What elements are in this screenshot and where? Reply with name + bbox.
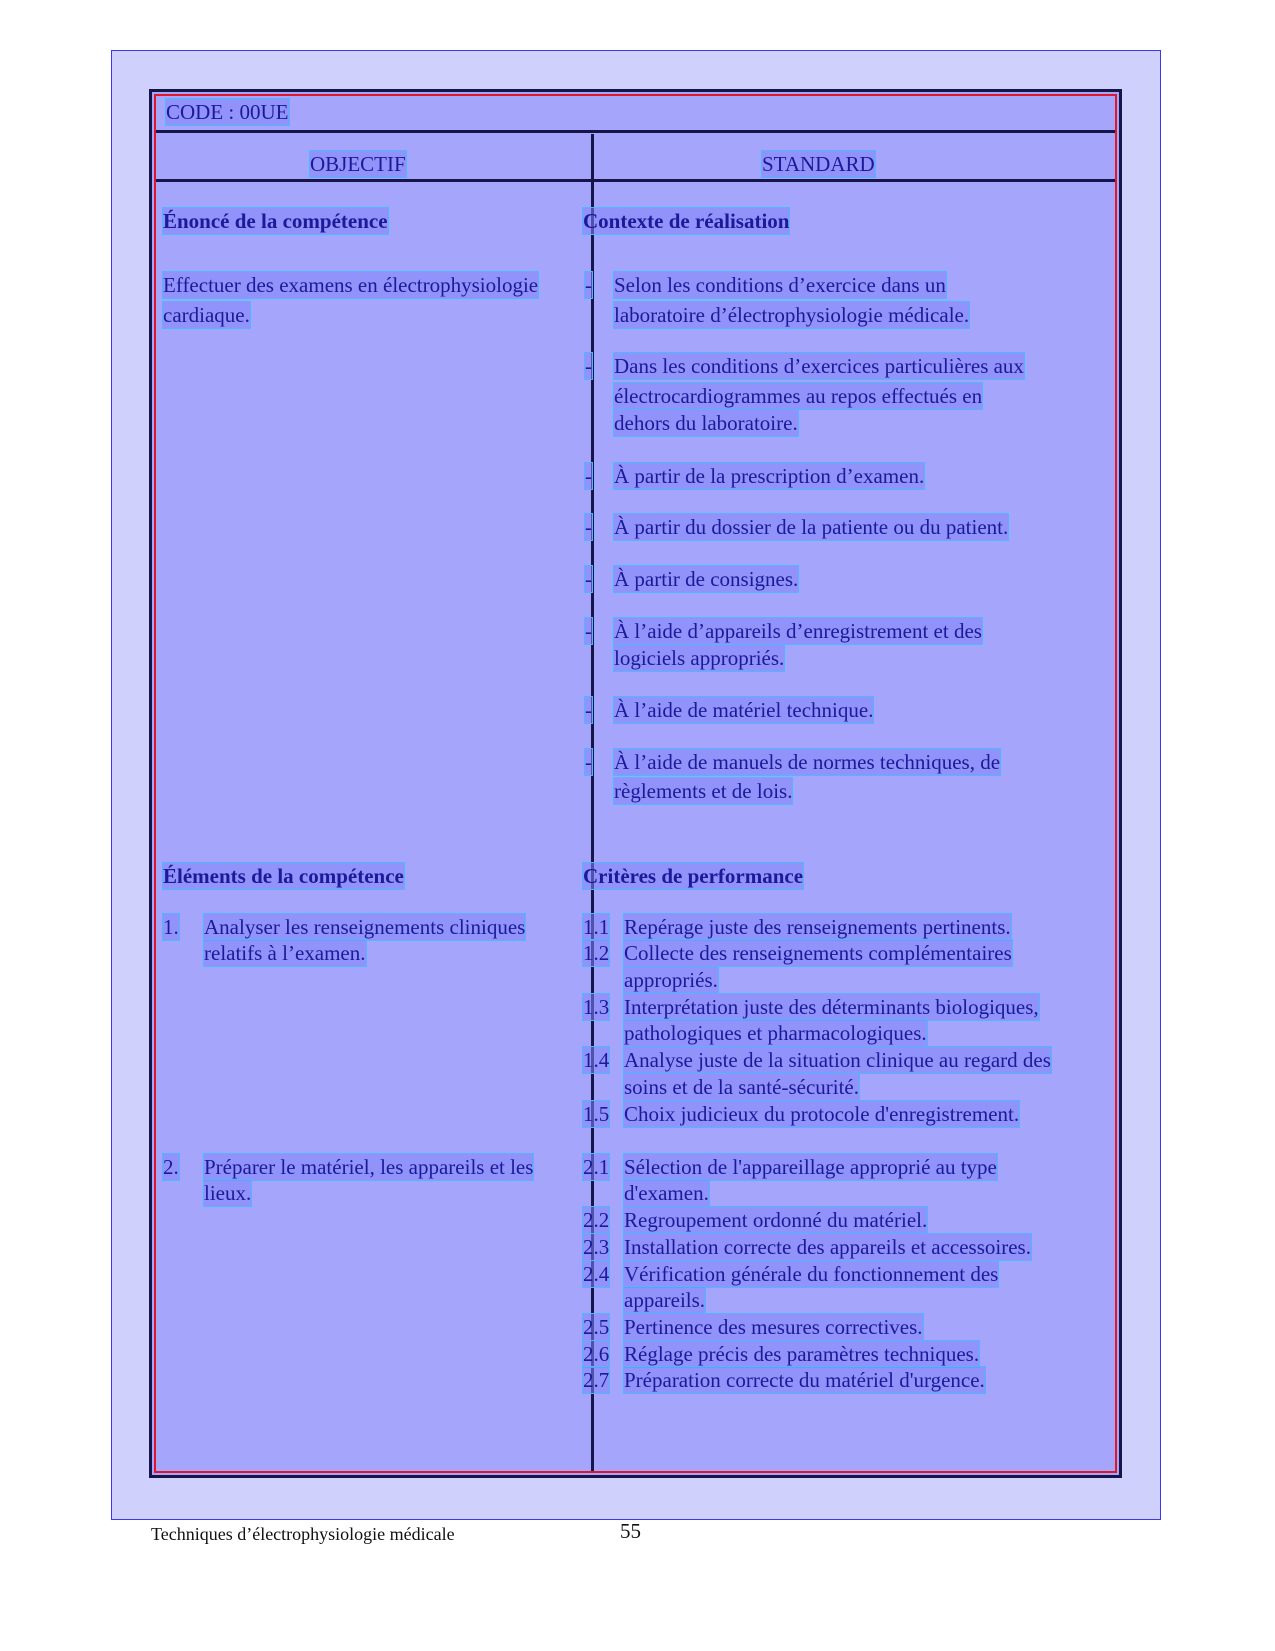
contexte-item-line: Dans les conditions d’exercices particulières aux <box>614 354 1024 378</box>
critere-line: Choix judicieux du protocole d'enregistrement. <box>624 1102 1020 1126</box>
element-line: lieux. <box>204 1181 252 1205</box>
critere-line: Regroupement ordonné du matériel. <box>624 1208 928 1232</box>
critere-number: 1.4 <box>583 1048 610 1072</box>
contexte-item-line: électrocardiogrammes au repos effectués en <box>614 384 983 408</box>
critere-number: 2.7 <box>583 1368 610 1392</box>
critere-line: Préparation correcte du matériel d'urgence. <box>624 1368 985 1392</box>
criteres-title: Critères de performance <box>583 864 804 888</box>
contexte-item-line: À l’aide de matériel technique. <box>614 698 874 722</box>
contexte-title: Contexte de réalisation <box>583 209 790 233</box>
contexte-item-line: dehors du laboratoire. <box>614 411 798 435</box>
contexte-item-line: À partir du dossier de la patiente ou du patient. <box>614 515 1009 539</box>
bullet-marker: - <box>585 273 592 297</box>
critere-number: 2.4 <box>583 1262 610 1286</box>
critere-line: soins et de la santé-sécurité. <box>624 1075 859 1099</box>
critere-number: 1.1 <box>583 915 610 939</box>
critere-line: pathologiques et pharmacologiques. <box>624 1021 927 1045</box>
element-line: Préparer le matériel, les appareils et les <box>204 1155 534 1179</box>
code-label: CODE : 00UE <box>166 100 289 124</box>
contexte-item-line: À partir de consignes. <box>614 567 799 591</box>
bullet-marker: - <box>585 567 592 591</box>
critere-line: appropriés. <box>624 968 718 992</box>
critere-line: Vérification générale du fonctionnement des <box>624 1262 999 1286</box>
enonce-title: Énoncé de la compétence <box>163 209 388 233</box>
contexte-item-line: règlements et de lois. <box>614 779 793 803</box>
critere-line: Analyse juste de la situation clinique au regard des <box>624 1048 1051 1072</box>
critere-number: 1.2 <box>583 941 610 965</box>
page-number: 55 <box>620 1519 641 1543</box>
critere-line: d'examen. <box>624 1181 709 1205</box>
critere-number: 2.2 <box>583 1208 610 1232</box>
critere-number: 2.5 <box>583 1315 610 1339</box>
critere-line: Pertinence des mesures correctives. <box>624 1315 923 1339</box>
bullet-marker: - <box>585 619 592 643</box>
element-number: 2. <box>163 1155 179 1179</box>
enonce-line: cardiaque. <box>163 303 250 327</box>
table-inner-border <box>154 94 1117 1473</box>
critere-number: 2.1 <box>583 1155 610 1179</box>
critere-line: Réglage précis des paramètres techniques. <box>624 1342 980 1366</box>
critere-line: Interprétation juste des déterminants biologiques, <box>624 995 1039 1019</box>
element-line: relatifs à l’examen. <box>204 941 366 965</box>
header-divider-bottom <box>156 179 1115 182</box>
enonce-line: Effectuer des examens en électrophysiologie <box>163 273 539 297</box>
contexte-item-line: À l’aide d’appareils d’enregistrement et des <box>614 619 982 643</box>
header-standard: STANDARD <box>762 152 875 176</box>
element-line: Analyser les renseignements cliniques <box>204 915 526 939</box>
critere-line: Sélection de l'appareillage approprié au type <box>624 1155 997 1179</box>
contexte-item-line: À partir de la prescription d’examen. <box>614 464 925 488</box>
competency-table <box>149 89 1122 1478</box>
critere-line: appareils. <box>624 1288 706 1312</box>
contexte-item-line: Selon les conditions d’exercice dans un <box>614 273 946 297</box>
critere-number: 2.3 <box>583 1235 610 1259</box>
bullet-marker: - <box>585 515 592 539</box>
bullet-marker: - <box>585 464 592 488</box>
element-number: 1. <box>163 915 179 939</box>
contexte-item-line: laboratoire d’électrophysiologie médicale. <box>614 303 970 327</box>
elements-title: Éléments de la compétence <box>163 864 404 888</box>
contexte-item-line: À l’aide de manuels de normes techniques, de <box>614 750 1001 774</box>
contexte-item-line: logiciels appropriés. <box>614 646 785 670</box>
bullet-marker: - <box>585 698 592 722</box>
critere-line: Collecte des renseignements complémentaires <box>624 941 1012 965</box>
bullet-marker: - <box>585 750 592 774</box>
critere-number: 2.6 <box>583 1342 610 1366</box>
critere-line: Installation correcte des appareils et accessoires. <box>624 1235 1031 1259</box>
page-footer <box>151 1520 646 1544</box>
footer-title: Techniques d’électrophysiologie médicale <box>151 1524 455 1544</box>
header-divider-top <box>156 130 1115 133</box>
critere-number: 1.5 <box>583 1102 610 1126</box>
critere-number: 1.3 <box>583 995 610 1019</box>
critere-line: Repérage juste des renseignements pertinents. <box>624 915 1011 939</box>
header-objectif: OBJECTIF <box>310 152 406 176</box>
bullet-marker: - <box>585 354 592 378</box>
